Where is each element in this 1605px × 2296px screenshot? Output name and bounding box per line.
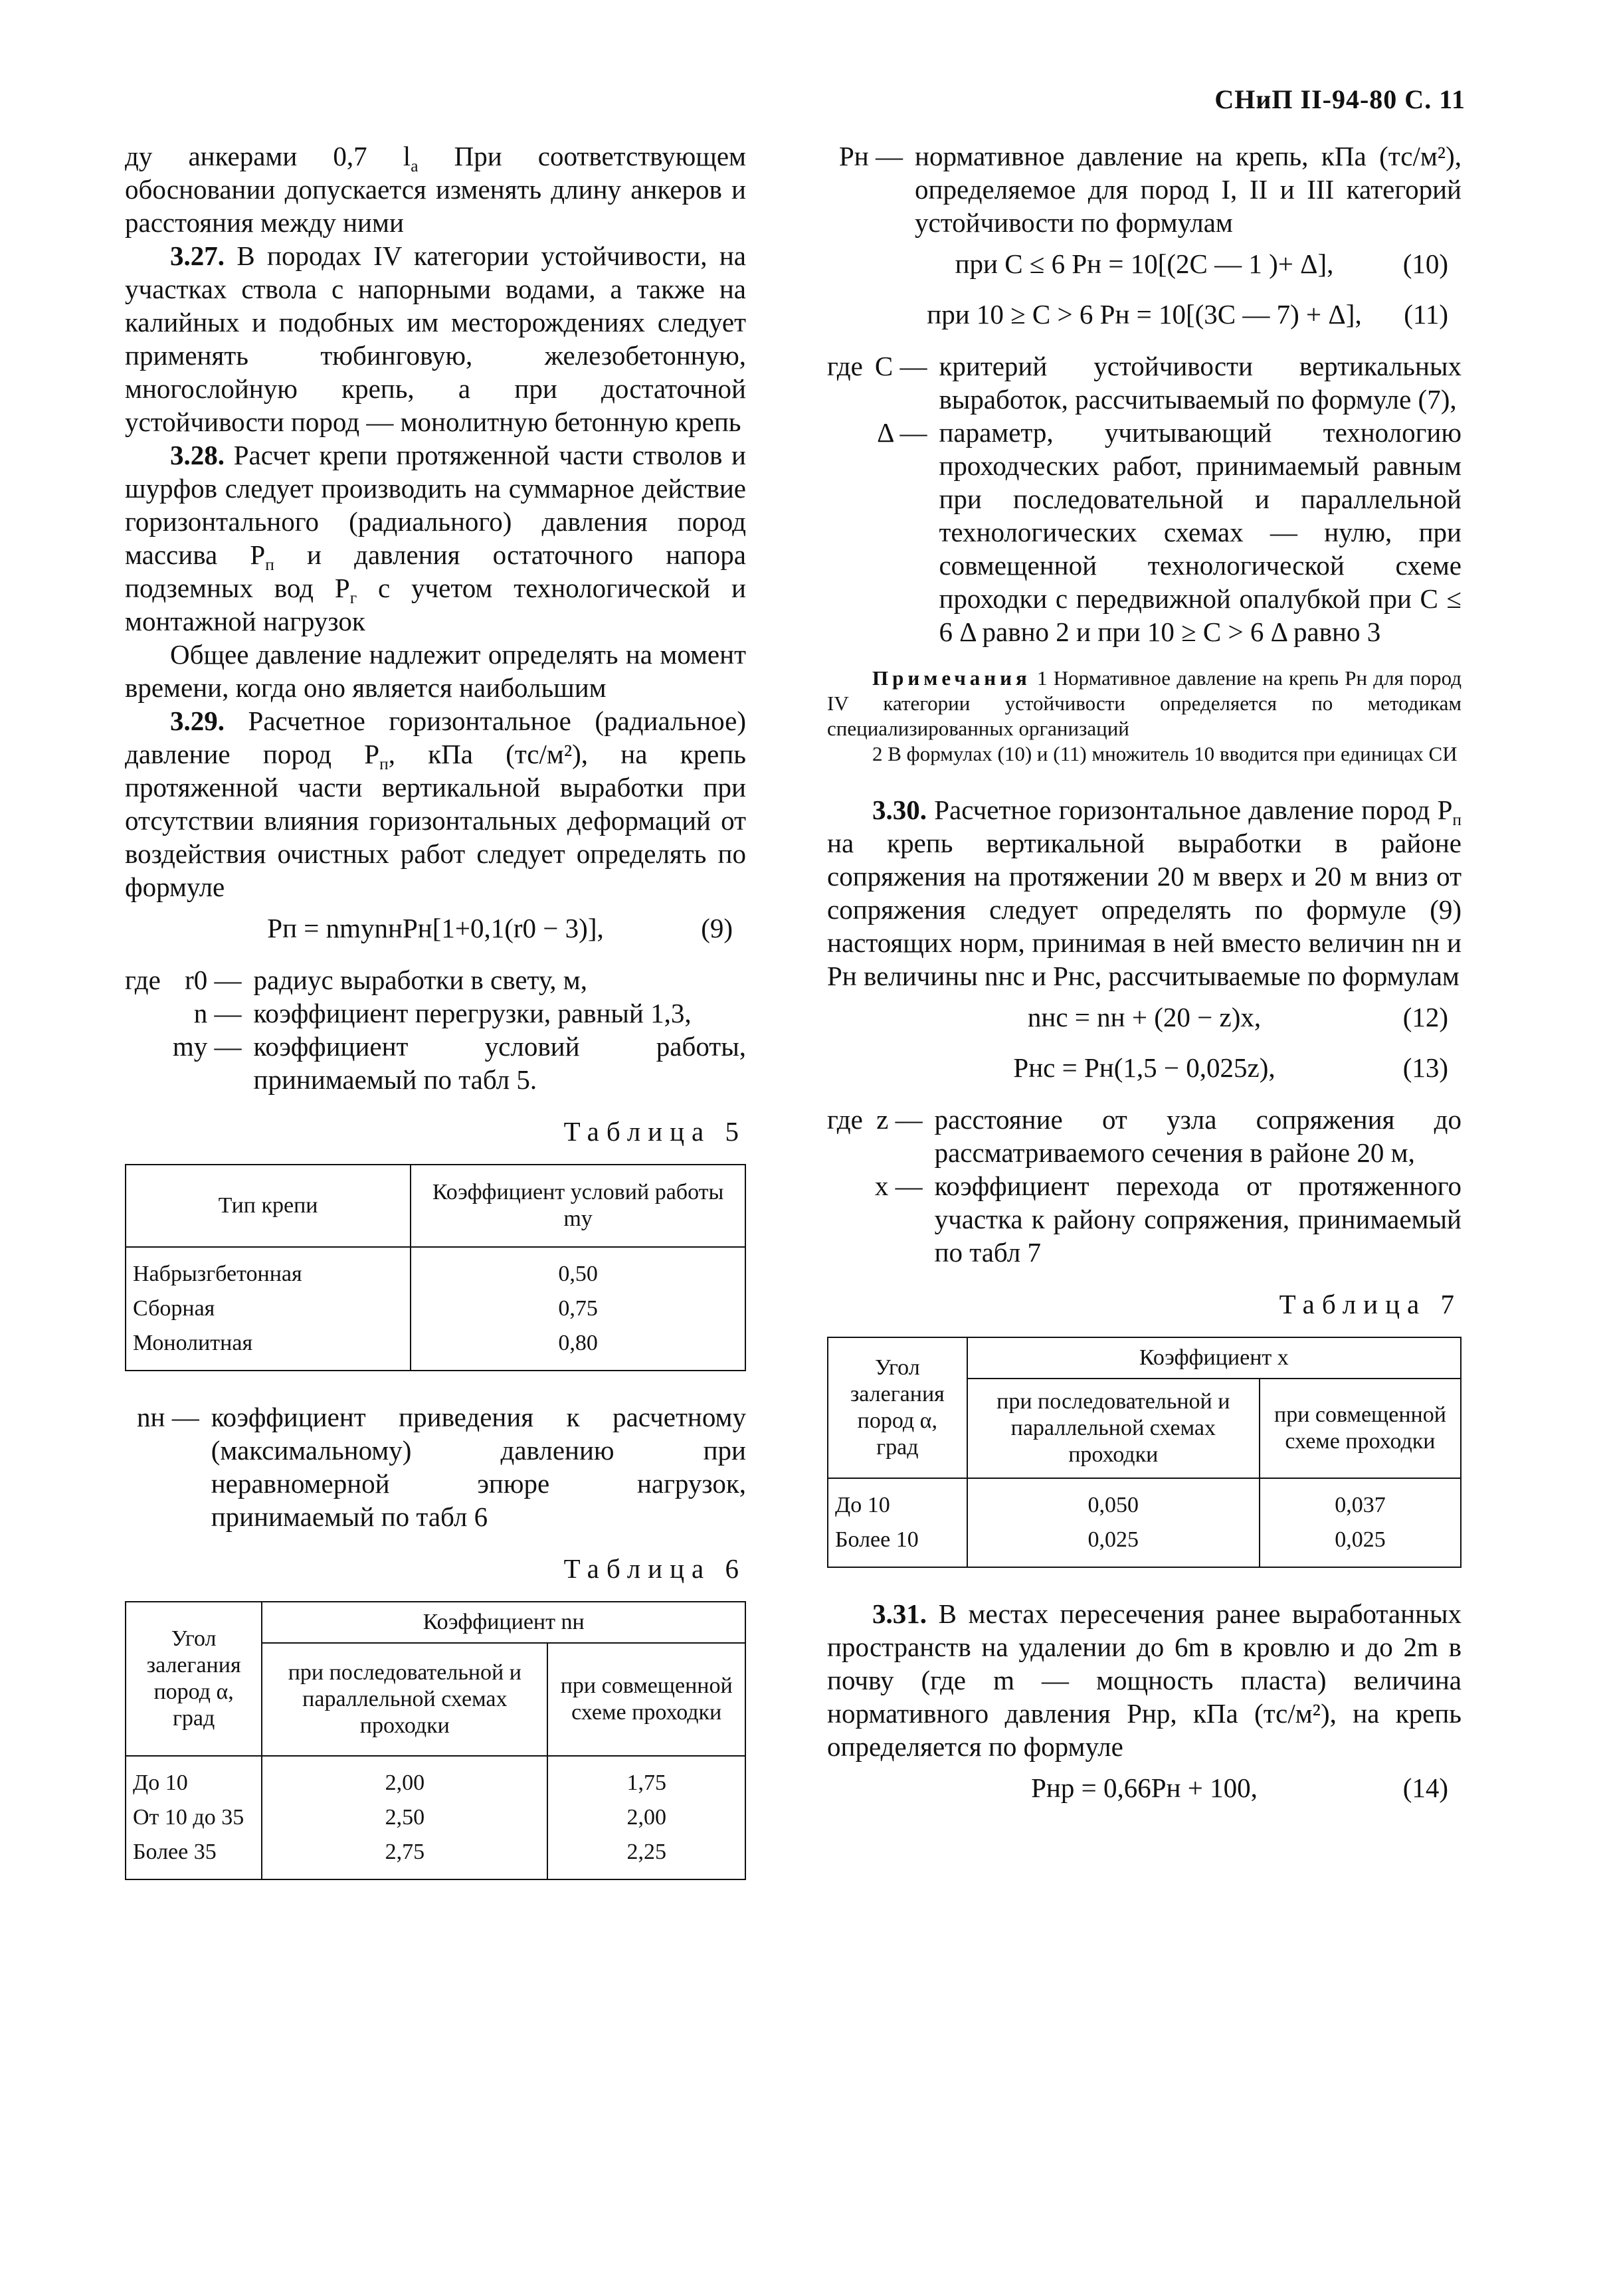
symbol: z — [876, 1104, 889, 1135]
symbol: n — [193, 998, 208, 1028]
formula-number: (14) — [1402, 1772, 1448, 1803]
right-column — [827, 140, 1462, 1822]
definition-nn: nн — коэффициент приведения к расчетному (максимальному) давлению при неравномерной эпюре нагрузок, принимаемый по табл 6 — [137, 1402, 746, 1532]
table-6-caption: Таблица 6 — [563, 1553, 746, 1584]
section-3-30: 3.30. Расчетное горизонтальное давление пород $P_п$ на крепь вертикальной выработки в районе сопряжения на протяжении 20 м вверх и 20 м вниз от сопряжения следует определять по формуле (9) настоящих норм, принимая в ней вместо величин nн и Pн величины nнс и Pнс, рассчитываемые по формулам — [827, 795, 1462, 991]
left-column — [125, 140, 746, 1880]
table-7 — [827, 1337, 1462, 1568]
paragraph-total-pressure: Общее давление надлежит определять на момент времени, когда оно является наибольшим — [125, 639, 746, 703]
definition: коэффициент приведения к расчетному (максимальному) давлению при неравномерной эпюре нагрузок, принимаемый по табл 6 — [211, 1402, 746, 1532]
formula-9 — [125, 911, 746, 954]
section-3-27: 3.27. В породах IV категории устойчивости, на участках ствола с напорными водами, а также на калийных и подобных им месторождениях следует применять тюбинговую, железобетонную, многослойную крепь, а при достаточной устойчивости пород — монолитную бетонную крепь — [125, 240, 746, 437]
table-row: До 10 0,050 0,037 — [828, 1478, 1461, 1523]
definition: критерий устойчивости вертикальных выработок, рассчитываемый по формуле (7), — [939, 351, 1462, 415]
section-number: 3.28. — [170, 440, 225, 470]
section-3-28: 3.28. Расчет крепи протяженной части стволов и шурфов следует производить на суммарное действие горизонтального (радиального) давления пород массива $P_п$ и давления остаточного напора подземных вод $P_г$ с учетом технологической и монтажной нагрузок — [125, 440, 746, 636]
table-row: Монолитная 0,80 — [126, 1326, 745, 1371]
formula-number: (10) — [1402, 248, 1448, 279]
formula-number: (11) — [1404, 299, 1448, 330]
definitions-list: где C — критерий устойчивости вертикальных выработок, рассчитываемый по формуле (7), Δ — параметр, учитывающий технологию проходческих работ, принимаемый равным при последовательной и параллельной технологических схемах — нулю, при совмещенной технологической схеме проходки с передвижной опалубкой при C ≤ 6 Δ равно 2 и при 10 ≥ C > 6 Δ равно 3 — [827, 351, 1462, 647]
table-row: Набрызгбетонная 0,50 — [126, 1247, 745, 1292]
definition: расстояние от узла сопряжения до рассматриваемого сечения в районе 20 м, — [934, 1104, 1462, 1168]
table-header: при последовательной и параллельной схемах проходки — [967, 1379, 1260, 1478]
table-row: Сборная 0,75 — [126, 1292, 745, 1326]
symbol: Δ — [877, 417, 894, 448]
section-number: 3.30. — [872, 795, 927, 825]
table-row: Более 35 2,75 2,25 — [126, 1835, 745, 1879]
formula-13 — [827, 1051, 1462, 1094]
definitions-list: где r0 — радиус выработки в свету, м, n — коэффициент перегрузки, равный 1,3, mу — коэффициент условий работы, принимаемый по табл 5. — [125, 965, 746, 1095]
table-row: До 10 2,00 1,75 — [126, 1756, 745, 1800]
formula-number: (9) — [701, 913, 733, 943]
symbol: nн — [137, 1402, 165, 1432]
section-number: 3.27. — [170, 240, 225, 271]
table-header: при совмещенной схеме проходки — [1260, 1379, 1461, 1478]
table-5-caption: Таблица 5 — [563, 1116, 746, 1147]
table-header: Коэффициент nн — [262, 1602, 745, 1643]
definition-pn: Pн — нормативное давление на крепь, кПа (тс/м²), определяемое для пород I, II и III категорий устойчивости по формулам — [839, 141, 1462, 238]
formula-12 — [827, 1001, 1462, 1043]
formula-number: (12) — [1402, 1002, 1448, 1032]
table-row: Более 10 0,025 0,025 — [828, 1523, 1461, 1567]
table-header: Тип крепи — [126, 1165, 411, 1247]
formula-14 — [827, 1771, 1462, 1814]
section-number: 3.31. — [872, 1598, 927, 1629]
section-3-29: 3.29. Расчетное горизонтальное (радиальное) давление пород $P_п$, кПа (тс/м²), на крепь протяженной части вертикальной выработки при отсутствии влияния горизонтальных деформаций от воздействия очистных работ следует определять по формуле — [125, 706, 746, 902]
section-number: 3.29. — [170, 706, 225, 736]
notes-block: Примечания 1 Нормативное давление на крепь Pн для пород IV категории устойчивости определяется по методикам специализированных организаций 2 В формулах (10) и (11) множитель 10 вводится при единицах СИ — [827, 666, 1462, 765]
table-7-caption: Таблица 7 — [1279, 1289, 1462, 1319]
symbol: C — [874, 351, 894, 381]
table-header: при совмещенной схеме проходки — [547, 1643, 745, 1756]
table-header: Коэффициент условий работы mу — [411, 1165, 745, 1247]
formula-text: nнс = nн + (20 − z)x, — [1027, 1002, 1262, 1032]
symbol: r0 — [185, 965, 208, 995]
section-3-31: 3.31. В местах пересечения ранее выработанных пространств на удалении до 6m в кровлю и до 2m в почву (где m — мощность пласта) величина нормативного давления Pнр, кПа (тс/м²), на крепь определяется по формуле — [827, 1598, 1462, 1762]
page-header: СНиП II-94-80 С. 11 — [1214, 84, 1465, 114]
definition: коэффициент перегрузки, равный 1,3, — [253, 998, 692, 1028]
formula-text: Pнс = Pн(1,5 − 0,025z), — [1013, 1052, 1275, 1083]
table-header: при последовательной и параллельной схемах проходки — [262, 1643, 547, 1756]
paragraph-anchors: ду анкерами 0,7 $l_а$ При соответствующем обосновании допускается изменять длину анкеров и расстояния между ними — [125, 141, 746, 238]
definition: коэффициент перехода от протяженного участка к району сопряжения, принимаемый по табл 7 — [934, 1171, 1462, 1268]
table-header: Угол залегания пород α, град — [828, 1337, 967, 1478]
table-5 — [125, 1164, 746, 1371]
formula-text: Pнр = 0,66Pн + 100, — [1031, 1772, 1258, 1803]
formula-text: Pп = nmуnнPн[1+0,1(r0 − 3)], — [267, 913, 604, 943]
definition: нормативное давление на крепь, кПа (тс/м²), определяемое для пород I, II и III категорий устойчивости по формулам — [915, 141, 1462, 238]
definition: коэффициент условий работы, принимаемый по табл 5. — [253, 1031, 746, 1095]
formula-text: при C ≤ 6 Pн = 10[(2C — 1 )+ Δ], — [955, 248, 1334, 279]
definition: параметр, учитывающий технологию проходческих работ, принимаемый равным при последовательной и параллельной технологических схемах — нулю, при совмещенной технологической схеме проходки с передвижной опалубкой при C ≤ 6 Δ равно 2 и при 10 ≥ C > 6 Δ равно 3 — [939, 417, 1462, 647]
formula-10 — [827, 247, 1462, 290]
symbol: Pн — [839, 141, 869, 171]
notes-label: Примечания — [872, 666, 1031, 690]
definitions-list: где z — расстояние от узла сопряжения до рассматриваемого сечения в районе 20 м, x — коэффициент перехода от протяженного участка к району сопряжения, принимаемый по табл 7 — [827, 1104, 1462, 1268]
formula-number: (13) — [1402, 1052, 1448, 1083]
table-header: Угол залегания пород α, град — [126, 1602, 262, 1756]
formula-text: при 10 ≥ C > 6 Pн = 10[(3C — 7) + Δ], — [927, 299, 1362, 330]
table-6 — [125, 1601, 746, 1880]
formula-11 — [827, 298, 1462, 340]
symbol: x — [874, 1171, 889, 1201]
table-row: От 10 до 35 2,50 2,00 — [126, 1800, 745, 1835]
table-header: Коэффициент x — [967, 1337, 1461, 1379]
symbol: mу — [172, 1031, 208, 1062]
definition: радиус выработки в свету, м, — [253, 965, 587, 995]
